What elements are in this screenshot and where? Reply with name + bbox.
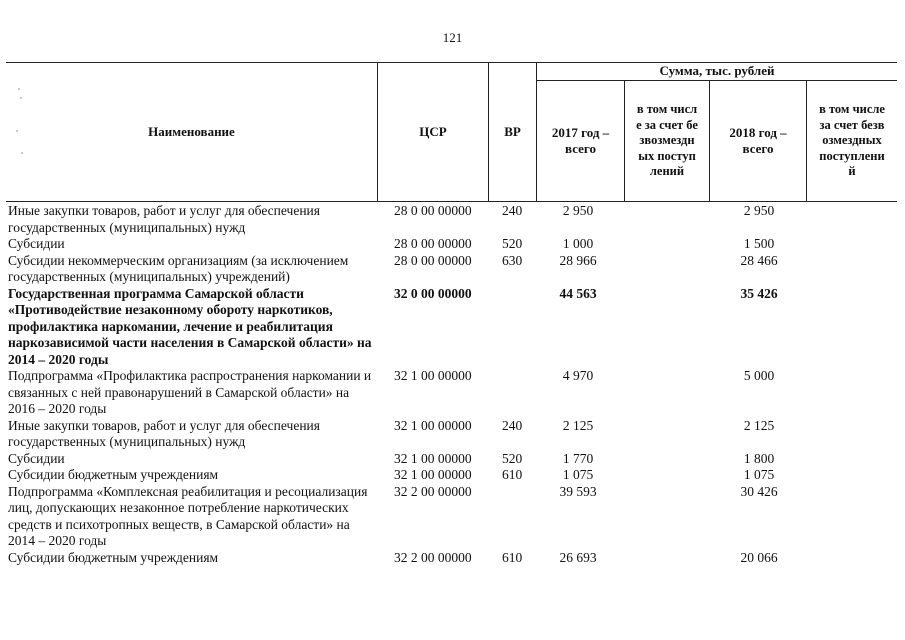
row-value-2018: 28 466: [740, 252, 778, 268]
row-value-2018: 2 125: [743, 417, 775, 433]
header-csr: ЦСР: [419, 123, 447, 139]
row-value-2017: 1 075: [562, 467, 594, 482]
row-csr: 28 0 00 00000: [394, 236, 472, 251]
table-row: [8, 253, 898, 286]
table-body: [8, 203, 898, 566]
row-value-2017: 1 000: [562, 236, 594, 251]
row-name: Подпрограмма «Комплексная реабилитация и ресоциализация лиц, допускающих незаконное потребление наркотических средств и психотропных веществ, в Самарской области» на 2014 – 2020 годы: [8, 483, 368, 548]
table-row: [8, 203, 898, 236]
table-row: [8, 451, 898, 468]
row-value-2017: 2 125: [562, 417, 594, 433]
row-value-2018: 1 800: [743, 450, 775, 466]
row-csr: 32 1 00 00000: [394, 450, 472, 466]
row-value-2018: 35 426: [740, 285, 778, 301]
table-row: [8, 467, 898, 484]
row-value-2017: 26 693: [559, 549, 597, 565]
row-value-2017: 44 563: [559, 285, 597, 301]
row-csr: 28 0 00 00000: [394, 252, 472, 268]
header-name: Наименование: [148, 123, 235, 139]
row-vr: 520: [502, 236, 523, 251]
row-value-2018: 1 500: [743, 236, 775, 251]
scan-speck: [20, 97, 22, 99]
row-value-2017: 39 593: [559, 483, 597, 499]
row-csr: 32 0 00 00000: [394, 285, 472, 301]
header-vr: ВР: [504, 123, 521, 139]
row-csr: 32 2 00 00000: [394, 549, 472, 565]
table-row: [8, 418, 898, 451]
row-value-2017: 28 966: [559, 252, 597, 268]
row-vr: 240: [502, 203, 523, 218]
page-number: 121: [442, 30, 463, 45]
row-value-2017: 1 770: [562, 450, 594, 466]
scan-speck: [16, 130, 18, 132]
row-vr: 240: [502, 417, 523, 433]
row-name: Субсидии бюджетным учреждениям: [8, 467, 219, 482]
table-row: [8, 368, 898, 418]
row-name: Субсидии: [8, 450, 65, 466]
row-value-2018: 20 066: [740, 549, 778, 565]
header-2017-gratuitous: в том числе за счет безвозмездных поступлений: [636, 102, 698, 179]
table-row: [8, 550, 898, 567]
row-name: Субсидии: [8, 236, 65, 251]
row-name: Государственная программа Самарской области «Противодействие незаконному обороту наркотиков, профилактика наркомании, лечение и реабилитация наркозависимой части населения в Самарской области» на 2014 – 2020 годы: [8, 285, 372, 367]
table-row: [8, 484, 898, 550]
row-name: Субсидии бюджетным учреждениям: [8, 549, 219, 565]
header-2018-total: 2018 год – всего: [729, 125, 787, 156]
row-csr: 32 2 00 00000: [394, 483, 472, 499]
row-vr: 630: [502, 252, 523, 268]
row-value-2018: 5 000: [743, 368, 775, 383]
row-vr: 610: [502, 549, 523, 565]
row-name: Иные закупки товаров, работ и услуг для обеспечения государственных (муниципальных) нужд: [8, 203, 320, 235]
row-value-2017: 2 950: [562, 203, 594, 218]
row-value-2018: 30 426: [740, 483, 778, 499]
row-csr: 32 1 00 00000: [394, 368, 472, 383]
row-name: Субсидии некоммерческим организациям (за исключением государственных (муниципальных) учреждений): [8, 252, 349, 284]
header-bottom-border: [6, 201, 897, 202]
row-value-2017: 4 970: [562, 368, 594, 383]
scan-speck: [18, 88, 20, 90]
table-row: [8, 236, 898, 253]
header-2017-total: 2017 год – всего: [551, 125, 610, 156]
header-2018-gratuitous: в том числе за счет безвозмездных поступлений: [819, 102, 885, 179]
table-header: [6, 62, 897, 202]
row-value-2018: 2 950: [743, 203, 775, 218]
header-sum: Сумма, тыс. рублей: [659, 63, 775, 78]
row-vr: 610: [502, 467, 523, 482]
row-name: Иные закупки товаров, работ и услуг для обеспечения государственных (муниципальных) нужд: [8, 417, 320, 449]
row-csr: 32 1 00 00000: [394, 467, 472, 482]
row-value-2018: 1 075: [743, 467, 775, 482]
scan-speck: [21, 152, 23, 154]
row-vr: 520: [502, 450, 523, 466]
row-csr: 28 0 00 00000: [394, 203, 472, 218]
row-csr: 32 1 00 00000: [394, 417, 472, 433]
table-row-program: [8, 286, 898, 369]
row-name: Подпрограмма «Профилактика распространения наркомании и связанных с ней правонарушений в Самарской области» на 2016 – 2020 годы: [8, 368, 372, 416]
